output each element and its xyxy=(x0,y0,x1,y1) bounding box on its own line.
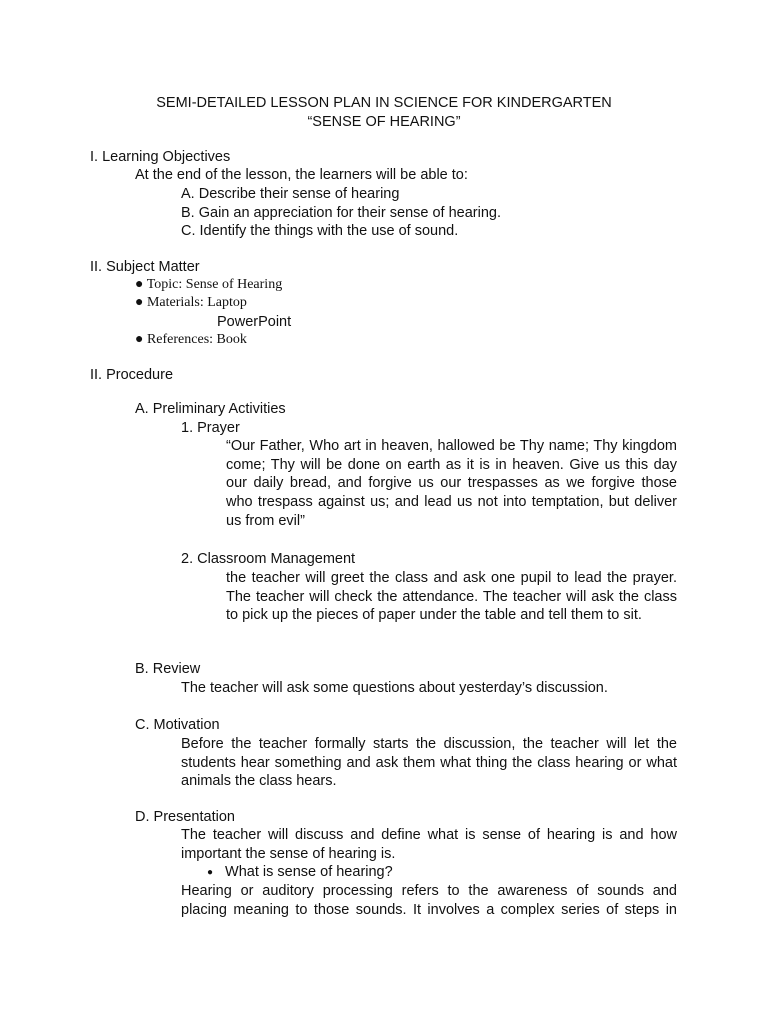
objective-item: A. Describe their sense of hearing xyxy=(181,186,400,202)
review-text: The teacher will ask some questions about yesterday’s discussion. xyxy=(181,680,608,696)
bullet-icon: ● xyxy=(135,332,144,347)
subject-materials-text: Materials: Laptop xyxy=(146,295,247,310)
subject-matter-heading: II. Subject Matter xyxy=(90,259,200,275)
presentation-heading: D. Presentation xyxy=(135,809,235,825)
procedure-heading: II. Procedure xyxy=(90,367,174,383)
objectives-intro: At the end of the lesson, the learners will be able to: xyxy=(135,167,468,183)
preliminary-heading: A. Preliminary Activities xyxy=(135,401,286,417)
presentation-bullet-item xyxy=(207,863,393,882)
hearing-definition-text: Hearing or auditory processing refers to the awareness of sounds and placing meaning to those sounds. It involves a complex series of steps in xyxy=(181,883,677,918)
objective-item: C. Identify the things with the use of sound. xyxy=(181,223,459,239)
prayer-heading: 1. Prayer xyxy=(181,420,240,436)
subject-materials-extra: PowerPoint xyxy=(217,314,292,330)
motivation-heading: C. Motivation xyxy=(135,717,220,733)
bullet-icon: ● xyxy=(135,295,144,310)
subject-materials-item xyxy=(135,294,247,312)
subject-topic-item xyxy=(135,276,282,294)
subject-references-text: References: Book xyxy=(146,332,247,347)
motivation-text: Before the teacher formally starts the discussion, the teacher will let the students hear something and ask them what thing the class hearing or what animals the class hears. xyxy=(181,736,677,790)
bullet-icon: ● xyxy=(135,277,144,292)
bullet-icon: ● xyxy=(207,867,214,878)
objective-item: B. Gain an appreciation for their sense of hearing. xyxy=(181,205,501,221)
classroom-management-text: the teacher will greet the class and ask one pupil to lead the prayer. The teacher will check the attendance. The teacher will ask the class to pick up the pieces of paper under the table and tell them to sit. xyxy=(226,570,677,624)
document-subtitle: “SENSE OF HEARING” xyxy=(307,114,461,130)
review-heading: B. Review xyxy=(135,661,201,677)
subject-references-item xyxy=(135,331,247,349)
presentation-bullet-text: What is sense of hearing? xyxy=(225,864,393,880)
subject-topic-text: Topic: Sense of Hearing xyxy=(146,277,283,292)
classroom-management-heading: 2. Classroom Management xyxy=(181,551,356,567)
objectives-heading: I. Learning Objectives xyxy=(90,149,231,165)
presentation-text: The teacher will discuss and define what is sense of hearing is and how important the sense of hearing is. xyxy=(181,827,677,862)
prayer-text: “Our Father, Who art in heaven, hallowed be Thy name; Thy kingdom come; Thy will be done on earth as it is in heaven. Give us this day our daily bread, and forgive us our trespasses as we forgive those who trespass against us; and lead us not into temptation, but deliver us from evil” xyxy=(226,438,677,529)
document-title: SEMI-DETAILED LESSON PLAN IN SCIENCE FOR KINDERGARTEN xyxy=(156,95,612,111)
